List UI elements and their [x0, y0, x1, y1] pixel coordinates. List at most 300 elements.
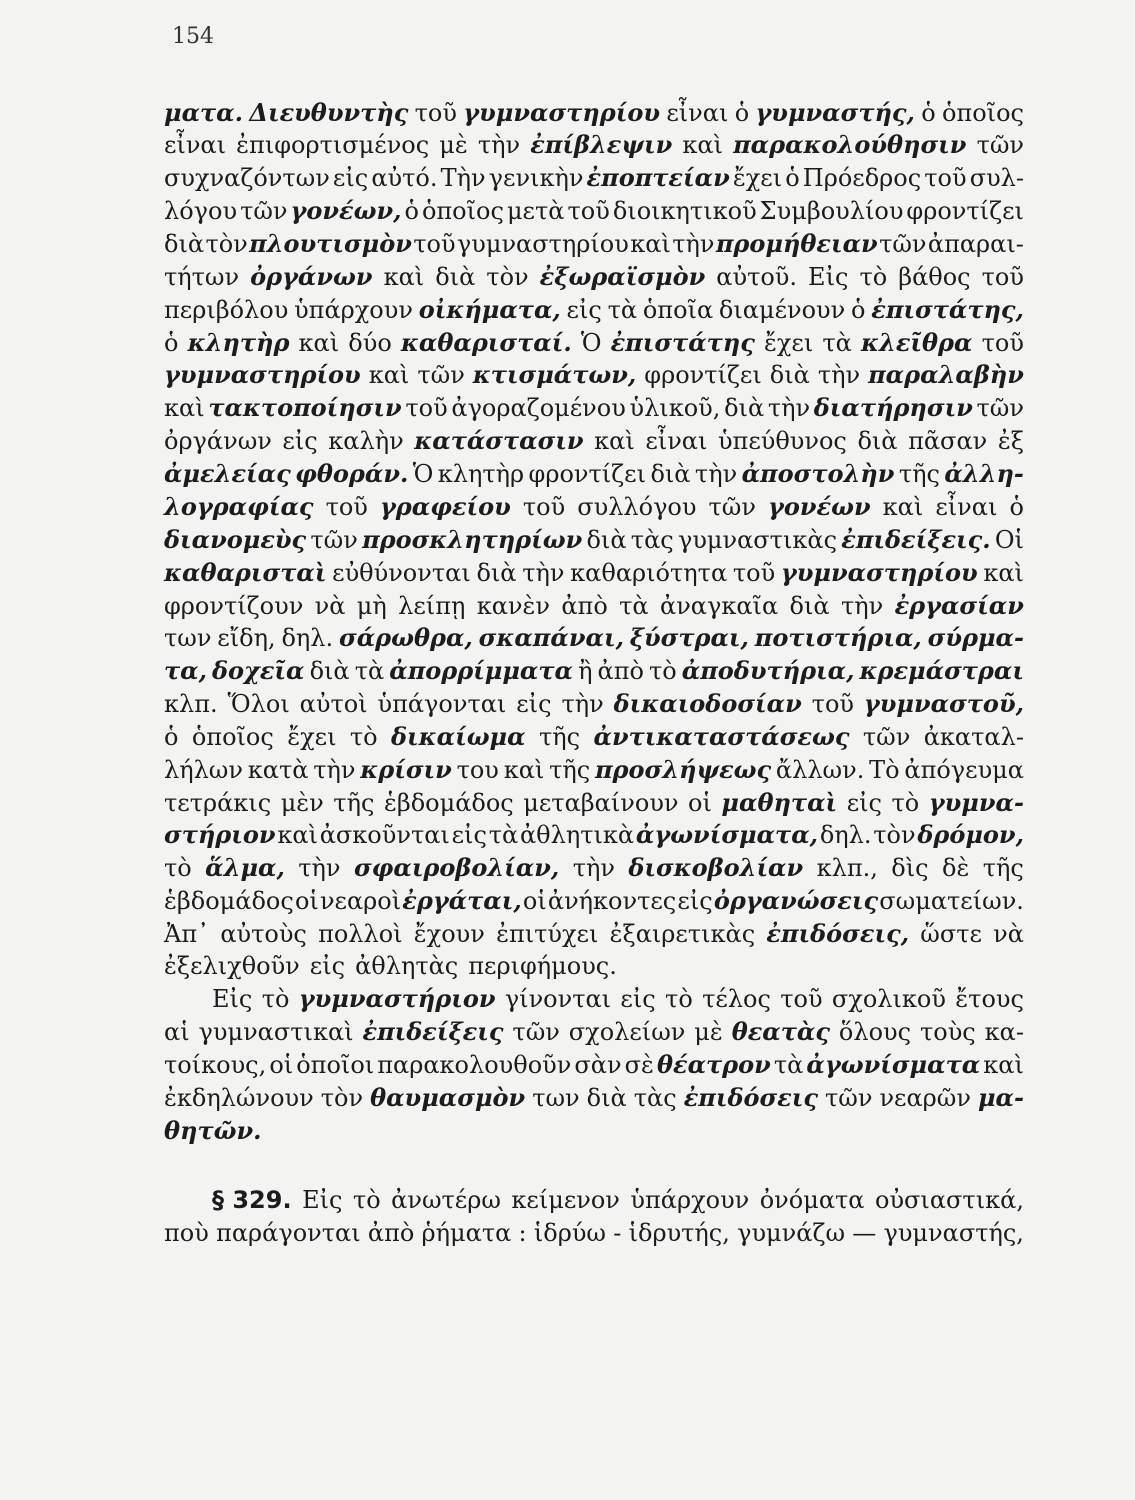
word: ὑπάρχουν: [630, 1186, 750, 1214]
word: μὲ: [439, 131, 468, 159]
word: εἰς: [566, 296, 602, 324]
word: εἰς: [309, 952, 346, 980]
bold-term: κλητὴρ: [187, 328, 290, 357]
word: ὁποῖος: [421, 197, 504, 225]
text-line: [212, 984, 1024, 1014]
bold-term: διατήρησιν: [813, 393, 973, 422]
word: ὥστε: [920, 920, 982, 948]
word: εἰς: [451, 821, 487, 849]
word: διὰ: [309, 657, 350, 685]
word: τὸ: [665, 985, 693, 1013]
word: καὶ: [277, 821, 318, 849]
bold-term: θέατρον: [656, 1050, 771, 1079]
word: Οἱ: [994, 526, 1024, 554]
word: οἱ: [522, 887, 547, 915]
word: ἀνωτέρω: [391, 1186, 501, 1214]
word: διὰ: [724, 394, 765, 422]
word: τὸ: [261, 985, 290, 1013]
bold-term: κατάστασιν: [414, 426, 584, 455]
word: ὑπεύθυνος: [717, 427, 847, 455]
word: φροντίζει: [906, 197, 1024, 225]
word: διὰ: [769, 361, 810, 389]
word: νὰ: [993, 920, 1024, 948]
word: πολλοὶ: [318, 920, 403, 948]
bold-term: ἀποδυτήρια,: [681, 656, 855, 685]
word: εἰς: [516, 690, 552, 718]
word: ὀργάνων: [164, 427, 272, 455]
bold-term: ἀγωνίσματα,: [635, 820, 819, 849]
bold-term: ἀγωνίσματα: [806, 1050, 981, 1079]
word: τὸ: [349, 723, 378, 751]
bold-term: ἀποστολὴν: [741, 459, 895, 488]
word: σχολικοῦ: [831, 985, 946, 1013]
word: κλπ.,: [816, 854, 878, 882]
word: διὰ: [650, 460, 691, 488]
bold-term: ἅλμα,: [205, 853, 285, 882]
word: παρακολουθοῦν: [377, 1051, 572, 1079]
word: ἐκδηλώνουν: [164, 1084, 314, 1112]
word: ὑλικοῦ,: [629, 394, 721, 422]
word: τὴν: [840, 592, 884, 620]
word: ἀνήκοντες: [547, 887, 677, 915]
bold-term: δισκοβολίαν: [628, 853, 804, 882]
text-line: [164, 130, 1024, 160]
word: μετὰ: [506, 197, 565, 225]
word: ἀπὸ: [367, 1219, 415, 1247]
bold-term: γυμναστηρίου: [463, 98, 660, 127]
word: εἶναι: [666, 99, 729, 127]
word: σὰν: [574, 1051, 622, 1079]
bold-term: ὀργανώσεις: [713, 886, 879, 915]
word: τήτων: [164, 263, 240, 291]
text-line: [164, 623, 1024, 653]
word: ἄλλων.: [775, 756, 865, 784]
word: εἶναι: [935, 493, 998, 521]
word: Τὸ: [869, 756, 900, 784]
word: τῶν: [240, 197, 288, 225]
word: τῶν: [976, 394, 1024, 422]
bold-term: ξύστραι,: [629, 623, 749, 652]
word: ἀπὸ: [597, 657, 644, 685]
text-line: [164, 525, 1024, 555]
word: -: [613, 1219, 622, 1247]
word: δηλ.: [281, 624, 334, 652]
word: τὸν: [320, 1084, 364, 1112]
bold-term: δικαίωμα: [391, 722, 526, 751]
bold-term: γυμνα-: [928, 788, 1024, 817]
word: ἐξ: [997, 427, 1024, 455]
word: διὰ: [586, 526, 627, 554]
word: τὰ: [488, 821, 519, 849]
text-line: [164, 558, 1024, 588]
word: καὶ: [630, 230, 671, 258]
word: κλπ.: [164, 690, 218, 718]
word: αὐτοῦ.: [716, 263, 798, 291]
word: ἀσκοῦνται: [319, 821, 450, 849]
word: τῶν: [708, 493, 756, 521]
word: κα-: [984, 1018, 1024, 1046]
word: τὴν: [572, 854, 615, 882]
bold-term: λογραφίας: [164, 492, 314, 521]
word: εἰς: [846, 789, 882, 817]
bold-term: ἐπιστάτης: [610, 328, 755, 357]
word: τὸ: [352, 1186, 381, 1214]
word: τὴν: [694, 460, 738, 488]
bold-term: προμήθειαν: [715, 229, 878, 258]
word: δὲ: [942, 854, 970, 882]
word: Συμβουλίου: [759, 197, 904, 225]
word: σωματείων.: [879, 887, 1024, 915]
bold-term: ἐποπτείαν: [586, 163, 730, 192]
word: εἶναι: [164, 131, 227, 159]
word: τοίκους,: [164, 1051, 267, 1079]
text-line: [164, 295, 1024, 325]
word: τὴν: [298, 854, 341, 882]
word: των: [164, 624, 212, 652]
word: εἰς: [282, 427, 318, 455]
word: εἰς: [332, 164, 369, 192]
bold-term: σύρμα-: [927, 623, 1024, 652]
bold-term: γυμναστοῦ,: [863, 689, 1024, 718]
bold-term: θαυμασμὸν: [370, 1083, 526, 1112]
word: ὁ: [734, 99, 750, 127]
bold-term: πλουτισμὸν: [249, 229, 412, 258]
text-line: [164, 1083, 1024, 1113]
word: καὶ: [682, 131, 723, 159]
word: οἱ: [688, 789, 712, 817]
bold-term: γυμναστής,: [755, 98, 915, 127]
word: ἐξελιχθοῦν: [164, 952, 300, 980]
word: διὰ: [164, 230, 205, 258]
word: μὴ: [356, 592, 387, 620]
word: ὁ: [785, 164, 800, 192]
bold-term: γονέων: [768, 492, 871, 521]
word: ἢ: [578, 657, 593, 685]
word: φροντίζουν: [164, 592, 304, 620]
word: τοῦ: [413, 230, 456, 258]
word: τὸ: [164, 854, 192, 882]
bold-term: ἀμελείας: [164, 459, 291, 488]
word: καὶ: [383, 263, 425, 291]
word: ὁ: [921, 99, 936, 127]
text-line: [164, 656, 1024, 686]
word: τὸν: [873, 821, 916, 849]
bold-term: κρεμάστραι: [859, 656, 1024, 685]
text-line: [164, 262, 1024, 292]
word: δύο: [348, 329, 392, 357]
word: τῶν: [512, 1018, 560, 1046]
word: κείμενον: [511, 1186, 620, 1214]
bold-term: ἐργασίαν: [894, 591, 1024, 620]
word: ἔτους: [955, 985, 1024, 1013]
bold-term: μαθηταὶ: [721, 788, 838, 817]
word: καὶ: [368, 361, 410, 389]
word: των: [532, 1084, 580, 1112]
bold-term: ὀργάνων: [250, 262, 373, 291]
word: τὰς: [630, 526, 674, 554]
text-line: [164, 689, 1024, 719]
word: τοῦ: [780, 985, 823, 1013]
word: ῥήματα: [421, 1219, 512, 1247]
word: νεαροὶ: [319, 887, 402, 915]
word: περιβόλου: [164, 296, 289, 324]
word: ἀθλητικὰ: [519, 821, 635, 849]
bold-term: σάρωθρα,: [339, 623, 473, 652]
word: μὲ: [694, 1018, 723, 1046]
word: τέλος: [702, 985, 771, 1013]
word: καὶ: [298, 329, 340, 357]
word: καὶ: [882, 493, 924, 521]
bold-term: ἐπιστάτης,: [871, 295, 1024, 324]
bold-term: ποτιστήρια,: [754, 623, 922, 652]
word: Ὁ: [580, 329, 602, 357]
word: νὰ: [314, 592, 346, 620]
word: Ἀπ᾿: [164, 920, 210, 948]
word: —: [852, 1219, 877, 1247]
text-line: [164, 788, 1024, 818]
bold-term: ἐπιδόσεις: [683, 1083, 818, 1112]
word: τὰ: [354, 657, 385, 685]
word: διὰ: [435, 263, 476, 291]
bold-term: δρόμον,: [917, 820, 1024, 849]
word: τὰ: [619, 592, 649, 620]
bold-term: διανομεὺς: [164, 525, 307, 554]
word: τῆς: [898, 460, 940, 488]
word: αὐτοὶ: [299, 690, 368, 718]
word: τῶν: [879, 230, 927, 258]
word: ὁ: [164, 723, 179, 751]
word: τὴν: [561, 690, 604, 718]
word: αἱ: [164, 1018, 190, 1046]
word: τοῦ: [325, 493, 368, 521]
bold-term: ἐπίβλεψιν: [530, 130, 673, 159]
bold-term: σφαιροβολίαν,: [353, 853, 560, 882]
word: τοῦ: [981, 263, 1024, 291]
word: τοῦ: [405, 394, 448, 422]
bold-term: οἰκήματα,: [418, 295, 561, 324]
text-line: [164, 755, 1024, 785]
word: καθαριότητα: [570, 559, 728, 587]
bold-term: ἐπιδόσεις,: [766, 919, 910, 948]
word: μεταβαίνουν: [523, 789, 679, 817]
word: τὴν: [313, 756, 356, 784]
word: ἱδρύω: [533, 1219, 607, 1247]
word: γυμναστής,: [883, 1219, 1024, 1247]
bold-term: τα,: [164, 656, 207, 685]
word: τοῦ: [414, 99, 457, 127]
text-line: [164, 1050, 1024, 1080]
word: διὰ: [789, 592, 830, 620]
word: παράγονται: [216, 1219, 361, 1247]
word: τῆς: [333, 789, 375, 817]
word: Εἰς: [212, 985, 253, 1013]
word: του: [456, 756, 499, 784]
bold-term: προσκλητηρίων: [362, 525, 583, 554]
section-number: § 329.: [212, 1186, 292, 1214]
word: ἑβδομάδος: [164, 887, 294, 915]
word: τὸν: [205, 230, 248, 258]
word: τὴν: [672, 230, 715, 258]
word: τὸ: [891, 789, 920, 817]
text-line: [164, 1218, 1024, 1248]
word: καὶ: [983, 1051, 1024, 1079]
word: ὁ: [164, 329, 179, 357]
word: ὁποῖος: [191, 723, 274, 751]
word: τὰς: [633, 1084, 677, 1112]
word: διαμένουν: [718, 296, 846, 324]
word: εἰς: [620, 985, 656, 1013]
bold-term: προσλήψεως: [594, 755, 772, 784]
word: συχναζόντων: [164, 164, 330, 192]
word: δηλ.: [819, 821, 872, 849]
bold-term: γυμναστηρίου: [780, 558, 978, 587]
word: συλλόγου: [577, 493, 697, 521]
word: μὲν: [280, 789, 324, 817]
word: ὑπάγονται: [377, 690, 507, 718]
word: ὀνόματα: [759, 1186, 865, 1214]
bold-term: ματα.: [164, 98, 244, 127]
text-line: [164, 722, 1024, 752]
word: τὴν: [817, 361, 861, 389]
word: διὰ: [476, 559, 517, 587]
word: ποὺ: [164, 1219, 209, 1247]
text-line: [164, 98, 1024, 128]
word: πᾶσαν: [908, 427, 988, 455]
word: καὶ: [164, 394, 205, 422]
word: δὶς: [891, 854, 929, 882]
text-line: [164, 393, 1024, 423]
word: τοῦ: [522, 493, 566, 521]
word: τῶν: [976, 131, 1024, 159]
bold-term: ἐργάται,: [402, 886, 522, 915]
bold-term: θητῶν.: [164, 1116, 262, 1145]
word: ὁ: [404, 197, 419, 225]
word: τὰ: [822, 329, 852, 357]
word: κανὲν: [476, 592, 550, 620]
bold-term: μα-: [977, 1083, 1024, 1112]
text-line: [164, 492, 1024, 522]
text-line: [164, 229, 1024, 259]
word: τοῦ: [981, 329, 1024, 357]
word: :: [518, 1219, 527, 1247]
bold-term: γονέων,: [290, 196, 402, 225]
text-line: [164, 426, 1024, 456]
word: ὁποῖοι: [296, 1051, 375, 1079]
word: γίνονται: [504, 985, 612, 1013]
text-line: [164, 1116, 1024, 1146]
bold-term: ἐξωραϊσμὸν: [539, 262, 706, 291]
word: Εἰς: [302, 1186, 343, 1214]
word: σὲ: [624, 1051, 654, 1079]
bold-term: ἐπιδείξεις.: [841, 525, 991, 554]
word: κατὰ: [247, 756, 309, 784]
word: ἀπαραι-: [927, 230, 1024, 258]
text-line: [164, 196, 1024, 226]
text-line: [164, 919, 1024, 949]
bold-term: παραλαβὴν: [868, 360, 1024, 389]
word: τὴν: [522, 559, 565, 587]
word: γενικὴν: [488, 164, 584, 192]
word: τὸν: [486, 263, 529, 291]
bold-term: γυμναστήριον: [298, 984, 496, 1013]
text-line: [164, 591, 1024, 621]
text-line: [164, 853, 1024, 883]
word: καλὴν: [328, 427, 404, 455]
bold-term: στήριον: [164, 820, 276, 849]
word: τῶν: [862, 723, 911, 751]
word: τετράκις: [164, 789, 272, 817]
word: λόγου: [164, 197, 238, 225]
text-line: [164, 328, 1024, 358]
word: τῆς: [538, 723, 581, 751]
word: εἶναι: [645, 427, 708, 455]
word: εἰς: [677, 887, 713, 915]
word: σχολείων: [568, 1018, 686, 1046]
word: γυμναστικὰς: [677, 526, 838, 554]
word: ἑβδομάδος: [383, 789, 514, 817]
bold-term: τακτοποίησιν: [208, 393, 402, 422]
text-line: [164, 951, 1024, 981]
word: Τὴν: [440, 164, 486, 192]
word: λείπῃ: [398, 592, 466, 620]
word: καὶ: [983, 559, 1024, 587]
text-line: [164, 163, 1024, 193]
word: συλ-: [969, 164, 1024, 192]
text-line: [164, 886, 1024, 916]
word: ἀπὸ: [561, 592, 608, 620]
bold-term: θεατὰς: [731, 1017, 830, 1046]
word: τοῦ: [924, 164, 967, 192]
bold-term: παρακολούθησιν: [733, 130, 967, 159]
word: ἐπιφορτισμένος: [236, 131, 430, 159]
text-line: [164, 820, 1024, 850]
word: βάθος: [898, 263, 971, 291]
word: ὁποῖος: [941, 99, 1024, 127]
word: καὶ: [503, 756, 545, 784]
word: οὐσιαστικά,: [875, 1186, 1024, 1214]
word: ἐξαιρετικὰς: [609, 920, 756, 948]
word: εὐθύνονται: [332, 559, 471, 587]
word: ὁποῖα: [642, 296, 714, 324]
word: αὐτοὺς: [220, 920, 307, 948]
word: Ὅλοι: [227, 690, 290, 718]
text-line: [164, 360, 1024, 390]
bold-term: Διευθυντὴς: [249, 98, 409, 127]
word: εἴδη,: [217, 624, 276, 652]
bold-term: καθαρισταὶ: [164, 558, 327, 587]
word: τοῦ: [811, 690, 854, 718]
word: ὑπάρχουν: [294, 296, 413, 324]
word: τῶν: [417, 361, 465, 389]
word: τοῦ: [732, 559, 776, 587]
word: Εἰς: [808, 263, 849, 291]
word: τοὺς: [919, 1018, 976, 1046]
word: οἱ: [294, 887, 319, 915]
bold-term: δοχεῖα: [212, 656, 305, 685]
bold-term: γυμναστηρίου: [164, 360, 361, 389]
word: τοῦ: [567, 197, 610, 225]
word: ὅλους: [838, 1018, 912, 1046]
bold-term: καθαρισταί.: [400, 328, 572, 357]
word: Πρόεδρος: [802, 164, 922, 192]
word: καὶ: [594, 427, 635, 455]
word: τὴν: [767, 394, 811, 422]
word: τὸ: [859, 263, 888, 291]
word: φροντίζει: [528, 460, 647, 488]
word: διὰ: [586, 1084, 627, 1112]
word: ἀγοραζομένου: [451, 394, 626, 422]
word: γυμναστηρίου: [456, 230, 629, 258]
